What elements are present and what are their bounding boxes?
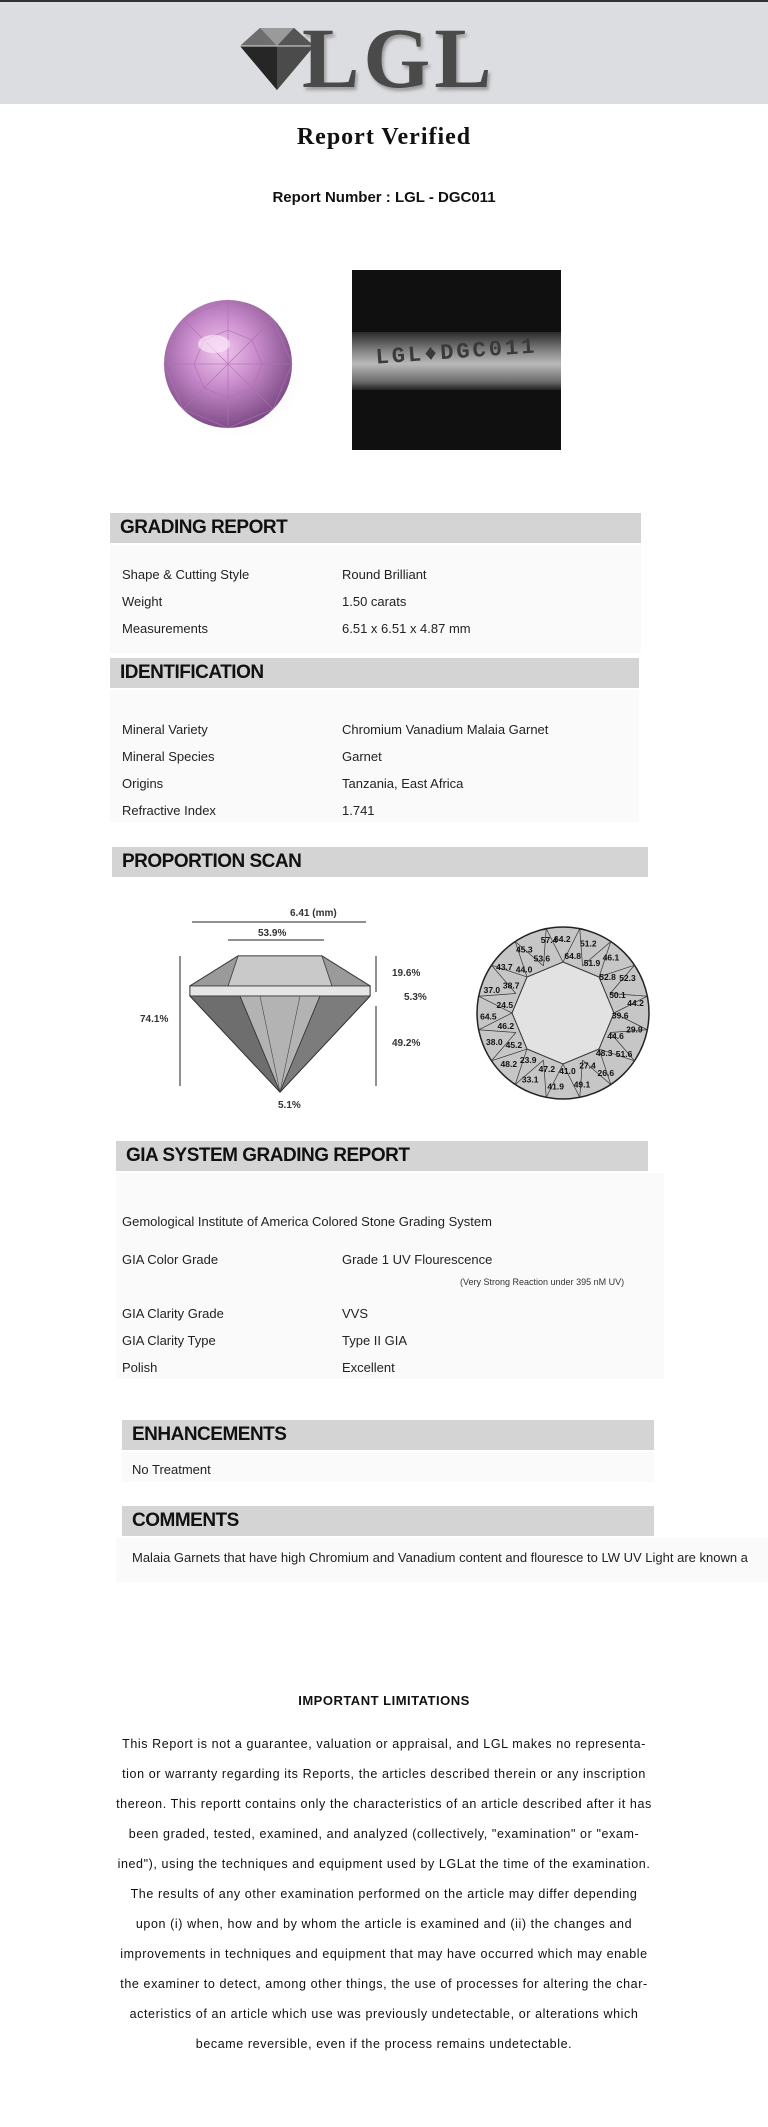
limitations-line: This Report is not a guarantee, valuation or appraisal, and LGL makes no representa- <box>122 1737 646 1751</box>
page-title: Report Verified <box>296 124 472 150</box>
facet-angle-label: 46.2 <box>497 1020 515 1031</box>
limitations-line: improvements in techniques and equipment that may have occurred which may enable <box>120 1947 648 1961</box>
diameter-label: 6.41 (mm) <box>290 908 337 919</box>
facet-angle-label: 45.3 <box>516 944 533 955</box>
section-title: IDENTIFICATION <box>120 662 264 683</box>
row-value: 6.51 x 6.51 x 4.87 mm <box>342 621 471 636</box>
comments-header <box>122 1506 654 1536</box>
facet-angle-label: 53.6 <box>533 953 551 964</box>
facet-angle-label: 48.2 <box>500 1059 518 1070</box>
facet-angle-label: 23.9 <box>519 1054 537 1065</box>
section-title: GRADING REPORT <box>120 517 288 538</box>
facet-angle-label: 52.8 <box>599 971 616 982</box>
gia-report-panel <box>116 1173 664 1379</box>
row-value: Excellent <box>342 1360 395 1375</box>
limitations-line: thereon. This reportt contains only the characteristics of an article described after it has <box>116 1797 652 1811</box>
limitations-line: tion or warranty regarding its Reports, the articles described therein or any inscription <box>122 1767 646 1781</box>
row-label: Mineral Variety <box>122 722 208 737</box>
logo-text: LGL <box>302 10 496 106</box>
row-value: Type II GIA <box>342 1333 408 1348</box>
header-banner <box>0 2 768 104</box>
inscription-text: LGL♦DGC011 <box>374 334 539 371</box>
row-label: GIA Color Grade <box>122 1252 219 1267</box>
facet-angle-label: 51.2 <box>580 938 597 949</box>
table-label: 53.9% <box>258 928 287 939</box>
facet-angle-label: 50.1 <box>609 990 626 1001</box>
facet-angle-label: 39.6 <box>611 1010 629 1021</box>
row-value: Grade 1 UV Flourescence <box>342 1252 493 1267</box>
facet-angle-label: 64.2 <box>554 934 571 944</box>
facet-angle-label: 44.2 <box>627 998 644 1009</box>
pavilion-label: 49.2% <box>392 1038 421 1049</box>
limitations-line: ined"), using the techniques and equipment used by LGLat the time of the examination. <box>117 1857 651 1871</box>
enhancements-header <box>122 1420 654 1450</box>
gia-report-header <box>116 1141 648 1171</box>
limitations-line: became reversible, even if the process remains undetectable. <box>195 2037 573 2051</box>
row-label: GIA Clarity Type <box>122 1333 216 1348</box>
limitations-line: acteristics of an article which use was previously undetectable, or alterations which <box>129 2007 639 2021</box>
row-label: Polish <box>122 1360 158 1375</box>
gia-system-description: Gemological Institute of America Colored Stone Grading System <box>122 1214 492 1229</box>
section-title: PROPORTION SCAN <box>122 851 302 872</box>
facet-angle-label: 27.4 <box>579 1060 596 1071</box>
row-value: 1.50 carats <box>342 594 407 609</box>
facet-angle-label: 46.1 <box>602 952 620 963</box>
facet-angle-label: 52.3 <box>619 972 636 983</box>
facet-angle-label: 44.6 <box>607 1030 624 1041</box>
row-label: Refractive Index <box>122 803 216 818</box>
crown-label: 19.6% <box>392 968 421 979</box>
culet-label: 5.1% <box>278 1100 301 1111</box>
uv-reaction-note: (Very Strong Reaction under 395 nM UV) <box>460 1277 625 1287</box>
proportion-scan-header <box>112 847 648 877</box>
facet-angle-label: 49.1 <box>573 1079 591 1090</box>
row-label: Measurements <box>122 621 208 636</box>
facet-angle-label: 37.0 <box>483 985 501 996</box>
row-label: Mineral Species <box>122 749 215 764</box>
limitations-line: the examiner to detect, among other things, the use of processes for altering the char- <box>120 1977 648 1991</box>
grading-report-header <box>110 513 641 543</box>
facet-angle-label: 43.7 <box>496 961 513 972</box>
row-label: Weight <box>122 594 163 609</box>
facet-angle-label: 41.9 <box>547 1081 564 1092</box>
facet-angle-label: 44.0 <box>515 964 533 975</box>
facet-angle-label: 29.9 <box>626 1024 643 1035</box>
facet-angle-label: 45.2 <box>505 1040 523 1050</box>
facet-angle-label: 41.0 <box>559 1065 576 1076</box>
limitations-heading: IMPORTANT LIMITATIONS <box>298 1693 470 1708</box>
facet-angle-label: 38.7 <box>502 980 520 991</box>
section-title: COMMENTS <box>132 1510 239 1531</box>
gemstone-photo <box>136 270 324 458</box>
girdle-label: 5.3% <box>404 992 427 1003</box>
row-value: Round Brilliant <box>342 567 427 582</box>
facet-angle-label: 33.1 <box>521 1074 539 1085</box>
row-value: 1.741 <box>342 803 375 818</box>
facet-angle-label: 57.4 <box>540 935 558 946</box>
limitations-line: The results of any other examination performed on the article may differ depending <box>130 1887 638 1901</box>
facet-angle-label: 51.9 <box>583 958 601 969</box>
row-value: Chromium Vanadium Malaia Garnet <box>342 722 549 737</box>
row-label: GIA Clarity Grade <box>122 1306 224 1321</box>
facet-angle-label: 26.6 <box>597 1067 615 1078</box>
row-value: Tanzania, East Africa <box>342 776 464 791</box>
limitations-line: been graded, tested, examined, and analyzed (collectively, "examination" or "exam- <box>128 1827 640 1841</box>
lgl-logo[interactable] <box>232 10 496 106</box>
report-number: Report Number : LGL - DGC011 <box>272 189 496 206</box>
section-title: GIA SYSTEM GRADING REPORT <box>126 1145 410 1166</box>
identification-header <box>110 658 639 688</box>
row-value: Garnet <box>342 749 382 764</box>
enhancement-value: No Treatment <box>132 1462 211 1477</box>
facet-angle-label: 38.0 <box>486 1037 503 1048</box>
section-title: ENHANCEMENTS <box>132 1424 287 1445</box>
limitations-line: upon (i) when, how and by whom the article is examined and (ii) the changes and <box>135 1917 633 1931</box>
laser-inscription-photo <box>352 270 561 450</box>
total-depth-label: 74.1% <box>140 1014 169 1025</box>
facet-angle-label: 64.8 <box>564 950 581 961</box>
facet-angle-label: 64.5 <box>480 1011 497 1022</box>
row-value: VVS <box>342 1306 369 1321</box>
facet-angle-label: 48.3 <box>595 1048 613 1059</box>
facet-angle-label: 51.6 <box>615 1048 633 1059</box>
facet-angle-label: 47.2 <box>538 1063 556 1074</box>
proportion-side-diagram <box>118 902 448 1124</box>
comments-text: Malaia Garnets that have high Chromium and Vanadium content and flouresce to LW UV Light are known a <box>132 1550 748 1565</box>
facet-angle-label: 24.5 <box>496 1000 514 1011</box>
row-label: Origins <box>122 776 164 791</box>
row-label: Shape & Cutting Style <box>122 567 250 582</box>
proportion-top-diagram <box>472 902 654 1124</box>
